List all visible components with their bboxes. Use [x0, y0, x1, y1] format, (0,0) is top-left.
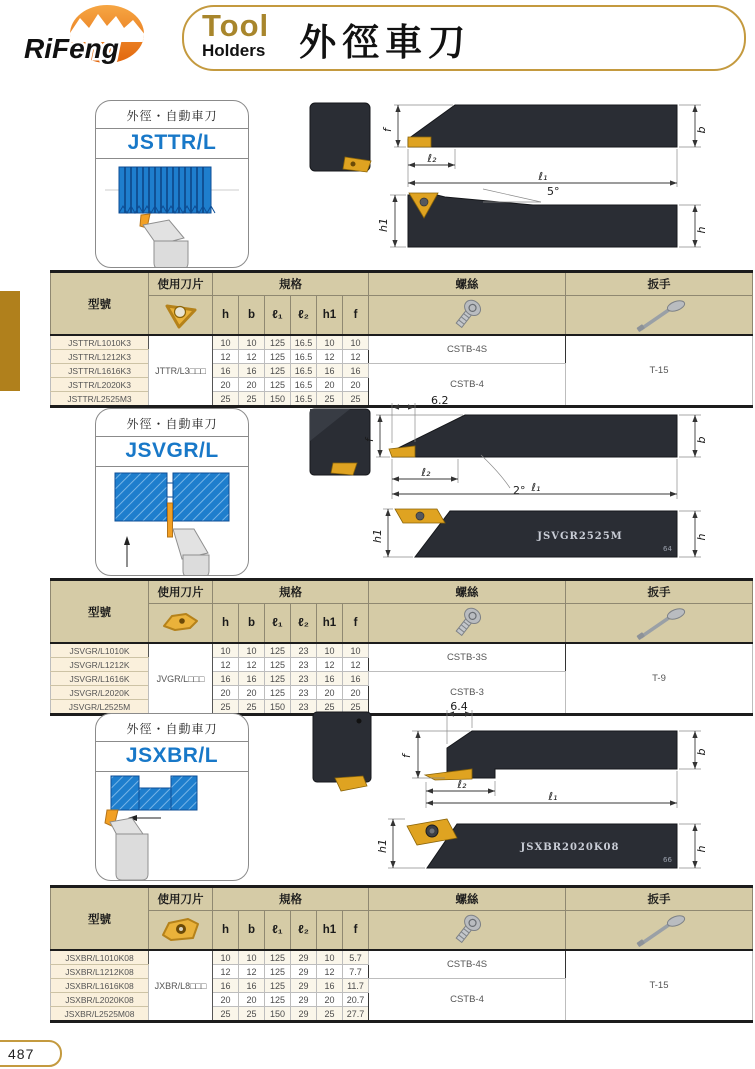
page-number-capsule [0, 1040, 62, 1067]
tool-shank [183, 555, 209, 576]
value-cell: 16.5 [291, 378, 317, 392]
value-cell: 150 [265, 700, 291, 715]
card-title: 外徑・自動車刀 [96, 101, 248, 129]
threading-illustration [97, 159, 247, 268]
value-cell: 10 [317, 950, 343, 965]
value-cell: 10 [317, 335, 343, 350]
value-cell: 11.7 [343, 979, 369, 993]
value-cell: 23 [291, 658, 317, 672]
front-width-label: 6.2 [431, 394, 449, 407]
value-cell: 16 [343, 672, 369, 686]
header-frame [182, 5, 746, 71]
col-h: h [213, 911, 239, 951]
value-cell: 29 [291, 1007, 317, 1022]
technical-drawing-jsvgr [295, 393, 755, 581]
value-cell: 125 [265, 979, 291, 993]
tool-holders-block [202, 10, 269, 59]
col-b: b [239, 296, 265, 336]
dim-h1: h1 [371, 529, 384, 543]
value-cell: 10 [239, 643, 265, 658]
technical-drawing-jsttr [295, 85, 755, 270]
value-cell: 20 [343, 378, 369, 392]
value-cell: 20 [213, 378, 239, 392]
t-wrench-icon [631, 298, 687, 332]
col-screw: 螺絲 [369, 580, 566, 604]
screw-cell: CSTB-4 [369, 364, 566, 407]
col-h: h [213, 604, 239, 644]
card-title: 外徑・自動車刀 [96, 409, 248, 437]
value-cell: 16 [343, 364, 369, 378]
value-cell: 16 [239, 672, 265, 686]
page-number: 487 [8, 1045, 35, 1062]
col-l2: ℓ₂ [291, 911, 317, 951]
col-l2: ℓ₂ [291, 296, 317, 336]
value-cell: 29 [291, 979, 317, 993]
insert-code-cell: JXBR/L8□□□ [149, 950, 213, 1022]
top-view [408, 105, 677, 147]
col-f: f [343, 604, 369, 644]
value-cell: 20 [317, 378, 343, 392]
holders-label: Holders [202, 41, 266, 60]
value-cell: 12 [317, 965, 343, 979]
tool-shank [154, 241, 188, 268]
value-cell: 25 [239, 700, 265, 715]
col-spec: 規格 [213, 580, 369, 604]
value-cell: 10 [343, 335, 369, 350]
col-spec: 規格 [213, 272, 369, 296]
value-cell: 10 [239, 950, 265, 965]
insert-code-cell: JVGR/L□□□ [149, 643, 213, 715]
value-cell: 23 [291, 643, 317, 658]
value-cell: 12 [317, 658, 343, 672]
col-h1: h1 [317, 911, 343, 951]
torx-screw-icon [447, 606, 487, 640]
t-wrench-icon [631, 606, 687, 640]
value-cell: 16.5 [291, 364, 317, 378]
value-cell: 125 [265, 672, 291, 686]
value-cell: 25 [317, 700, 343, 715]
value-cell: 125 [265, 350, 291, 364]
value-cell: 125 [265, 364, 291, 378]
value-cell: 125 [265, 335, 291, 350]
value-cell: 20 [239, 993, 265, 1007]
col-wrench: 扳手 [566, 887, 753, 911]
value-cell: 12 [343, 350, 369, 364]
model-cell: JSXBR/L1010K08 [51, 950, 149, 965]
value-cell: 20 [213, 686, 239, 700]
dim-h1: h1 [377, 218, 390, 232]
col-model: 型號 [51, 272, 149, 336]
dim-h: h [695, 533, 708, 541]
value-cell: 125 [265, 965, 291, 979]
value-cell: 29 [291, 993, 317, 1007]
value-cell: 12 [239, 658, 265, 672]
value-cell: 7.7 [343, 965, 369, 979]
value-cell: 20 [317, 993, 343, 1007]
dim-h: h [695, 845, 708, 853]
value-cell: 16.5 [291, 392, 317, 407]
value-cell: 20 [239, 686, 265, 700]
card-model: JSTTR/L [96, 129, 248, 159]
holder-engraving: JSXBR2020K08 [520, 842, 620, 853]
screw-cell: CSTB-4S [369, 335, 566, 364]
model-cell: JSVGR/L1010K [51, 643, 149, 658]
t-wrench-icon [631, 913, 687, 947]
angle-label: 2° [513, 484, 526, 497]
value-cell: 25 [213, 1007, 239, 1022]
value-cell: 25 [343, 700, 369, 715]
dim-l1: ℓ₁ [531, 481, 541, 494]
workpiece [115, 473, 167, 521]
value-cell: 125 [265, 686, 291, 700]
grooving-insert-icon [161, 608, 201, 638]
value-cell: 16.5 [291, 350, 317, 364]
table-row [51, 643, 753, 658]
col-b: b [239, 911, 265, 951]
value-cell: 12 [239, 350, 265, 364]
col-b: b [239, 604, 265, 644]
tool-label: Tool [202, 8, 270, 43]
value-cell: 125 [265, 658, 291, 672]
value-cell: 20 [343, 686, 369, 700]
value-cell: 25 [343, 392, 369, 407]
dim-f: f [381, 128, 394, 132]
value-cell: 125 [265, 643, 291, 658]
col-model: 型號 [51, 887, 149, 951]
value-cell: 16 [239, 364, 265, 378]
model-cell: JSXBR/L1616K08 [51, 979, 149, 993]
back-turning-illustration [97, 772, 247, 881]
col-l2: ℓ₂ [291, 604, 317, 644]
value-cell: 125 [265, 950, 291, 965]
dim-b: b [695, 436, 708, 444]
col-insert: 使用刀片 [149, 580, 213, 604]
col-h: h [213, 296, 239, 336]
holder-number: 64 [663, 545, 672, 553]
product-card-jsxbr [95, 713, 249, 881]
value-cell: 12 [343, 658, 369, 672]
dim-f: f [363, 438, 376, 442]
screw-cell: CSTB-3 [369, 672, 566, 715]
value-cell: 20.7 [343, 993, 369, 1007]
value-cell: 12 [213, 965, 239, 979]
angle-label: 5° [547, 185, 560, 198]
spec-table-jsvgr [50, 578, 753, 716]
value-cell: 5.7 [343, 950, 369, 965]
value-cell: 10 [213, 643, 239, 658]
wrench-cell: T-9 [566, 643, 753, 715]
holder-engraving: JSVGR2525M [537, 531, 623, 542]
torx-screw-icon [447, 913, 487, 947]
technical-drawing-jsxbr [295, 698, 755, 886]
value-cell: 12 [213, 350, 239, 364]
model-cell: JSVGR/L1616K [51, 672, 149, 686]
value-cell: 25 [317, 392, 343, 407]
top-view [392, 415, 677, 457]
value-cell: 125 [265, 378, 291, 392]
value-cell: 20 [239, 378, 265, 392]
dim-h: h [695, 226, 708, 234]
back-turning-insert-icon [160, 914, 202, 946]
grooving-illustration [97, 467, 247, 576]
dim-l2: ℓ₂ [457, 778, 467, 791]
col-insert: 使用刀片 [149, 887, 213, 911]
card-title: 外徑・自動車刀 [96, 714, 248, 742]
spec-table-jsttr [50, 270, 753, 408]
holder-number: 66 [663, 856, 672, 864]
value-cell: 10 [343, 643, 369, 658]
col-screw: 螺絲 [369, 887, 566, 911]
front-width-label: 6.4 [450, 700, 468, 713]
col-l1: ℓ₁ [265, 604, 291, 644]
dim-l2: ℓ₂ [427, 152, 437, 165]
screw-cell: CSTB-4S [369, 950, 566, 979]
model-cell: JSTTR/L1212K3 [51, 350, 149, 364]
model-cell: JSTTR/L2020K3 [51, 378, 149, 392]
spec-table-jsxbr [50, 885, 753, 1023]
value-cell: 16 [317, 364, 343, 378]
value-cell: 10 [213, 335, 239, 350]
value-cell: 29 [291, 965, 317, 979]
value-cell: 29 [291, 950, 317, 965]
screw-cell: CSTB-3S [369, 643, 566, 672]
value-cell: 25 [239, 1007, 265, 1022]
table-row [51, 950, 753, 965]
value-cell: 20 [317, 686, 343, 700]
model-cell: JSXBR/L2020K08 [51, 993, 149, 1007]
value-cell: 23 [291, 700, 317, 715]
value-cell: 16 [213, 672, 239, 686]
value-cell: 12 [213, 658, 239, 672]
dim-b: b [695, 748, 708, 756]
rifeng-logo [10, 2, 175, 70]
col-l1: ℓ₁ [265, 911, 291, 951]
value-cell: 16 [213, 979, 239, 993]
workpiece [139, 788, 171, 810]
feed-arrow [124, 536, 130, 545]
threading-insert-icon [162, 299, 200, 331]
workpiece [171, 776, 197, 810]
value-cell: 150 [265, 1007, 291, 1022]
model-cell: JSVGR/L1212K [51, 658, 149, 672]
wrench-cell: T-15 [566, 950, 753, 1022]
value-cell: 16 [317, 672, 343, 686]
model-cell: JSTTR/L1616K3 [51, 364, 149, 378]
value-cell: 23 [291, 672, 317, 686]
col-screw: 螺絲 [369, 272, 566, 296]
col-f: f [343, 911, 369, 951]
workpiece [173, 473, 229, 521]
wrench-cell: T-15 [566, 335, 753, 407]
dim-l1: ℓ₁ [548, 790, 558, 803]
value-cell: 150 [265, 392, 291, 407]
value-cell: 25 [213, 700, 239, 715]
cutting-insert [168, 503, 173, 537]
dim-b: b [695, 126, 708, 134]
model-cell: JSXBR/L1212K08 [51, 965, 149, 979]
value-cell: 25 [213, 392, 239, 407]
tool-shank [116, 834, 148, 880]
screw-cell: CSTB-4 [369, 979, 566, 1022]
dim-h1: h1 [376, 839, 389, 853]
card-model: JSXBR/L [96, 742, 248, 772]
model-cell: JSTTR/L1010K3 [51, 335, 149, 350]
insert-code-cell: JTTR/L3□□□ [149, 335, 213, 407]
workpiece [111, 776, 139, 810]
value-cell: 23 [291, 686, 317, 700]
value-cell: 27.7 [343, 1007, 369, 1022]
value-cell: 16 [317, 979, 343, 993]
page-title: 外徑車刀 [299, 22, 472, 63]
col-wrench: 扳手 [566, 272, 753, 296]
torx-screw-icon [447, 298, 487, 332]
col-l1: ℓ₁ [265, 296, 291, 336]
value-cell: 12 [239, 965, 265, 979]
value-cell: 12 [317, 350, 343, 364]
product-card-jsvgr [95, 408, 249, 576]
col-model: 型號 [51, 580, 149, 644]
table-row [51, 335, 753, 350]
brand-text: RiFeng [24, 33, 119, 64]
value-cell: 16 [213, 364, 239, 378]
top-view [447, 731, 677, 778]
value-cell: 25 [317, 1007, 343, 1022]
card-model: JSVGR/L [96, 437, 248, 467]
value-cell: 10 [213, 950, 239, 965]
col-insert: 使用刀片 [149, 272, 213, 296]
col-wrench: 扳手 [566, 580, 753, 604]
model-cell: JSVGR/L2020K [51, 686, 149, 700]
value-cell: 125 [265, 993, 291, 1007]
col-h1: h1 [317, 296, 343, 336]
value-cell: 20 [213, 993, 239, 1007]
side-accent-bar [0, 291, 20, 391]
value-cell: 16 [239, 979, 265, 993]
col-h1: h1 [317, 604, 343, 644]
model-cell: JSXBR/L2525M08 [51, 1007, 149, 1022]
model-cell: JSVGR/L2525M [51, 700, 149, 715]
side-view [408, 195, 677, 247]
dim-l1: ℓ₁ [538, 170, 548, 183]
dim-f: f [400, 754, 413, 758]
value-cell: 25 [239, 392, 265, 407]
end-view [313, 712, 371, 782]
col-f: f [343, 296, 369, 336]
value-cell: 10 [239, 335, 265, 350]
value-cell: 16.5 [291, 335, 317, 350]
dim-l2: ℓ₂ [421, 466, 431, 479]
model-cell: JSTTR/L2525M3 [51, 392, 149, 407]
col-spec: 規格 [213, 887, 369, 911]
value-cell: 10 [317, 643, 343, 658]
product-card-jsttr [95, 100, 249, 268]
